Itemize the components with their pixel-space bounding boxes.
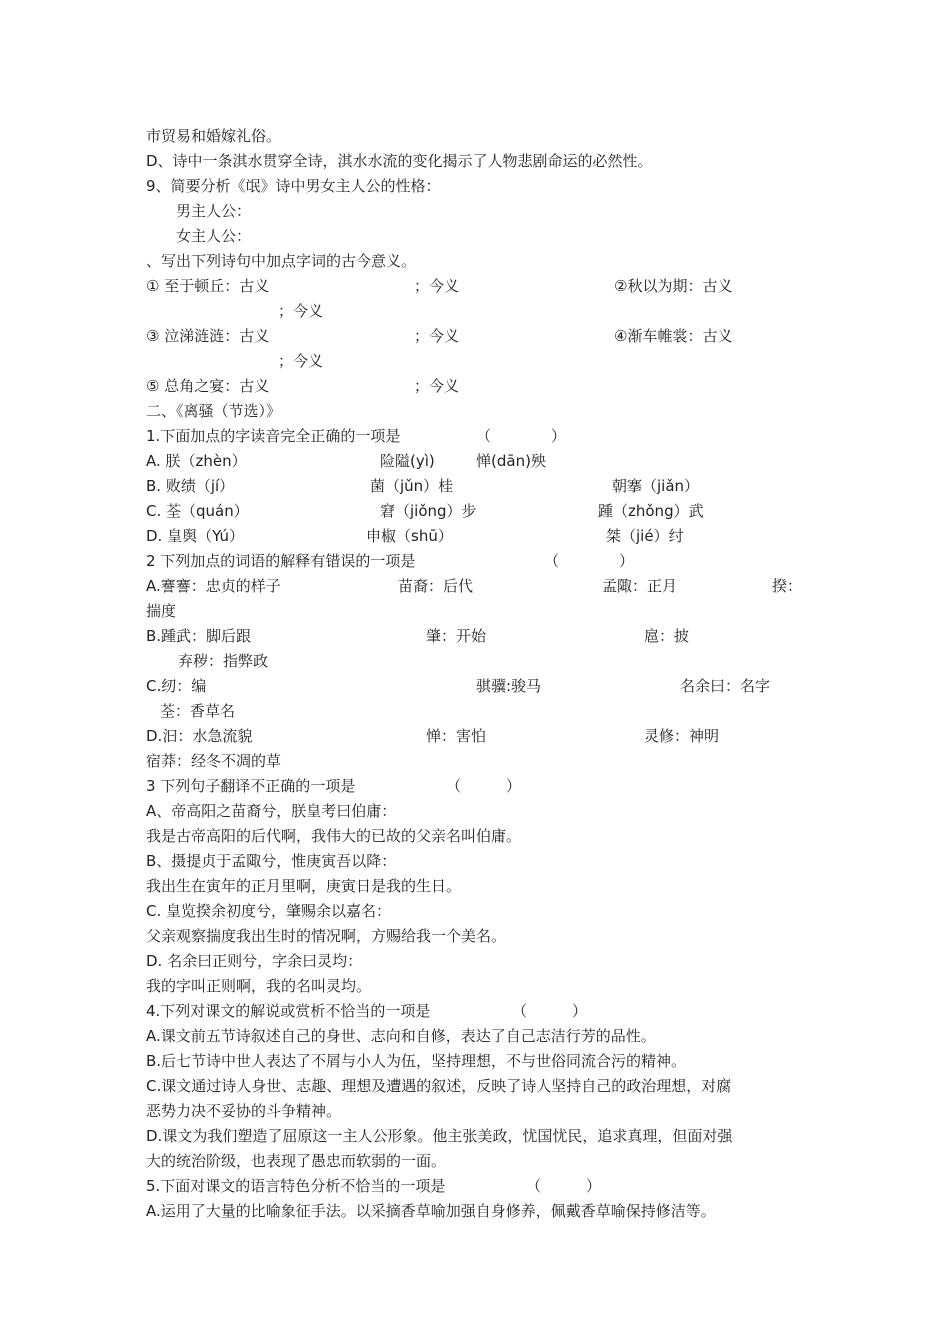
option-d-3: 灵修：神明 [644, 727, 720, 745]
option-d-cont: 宿莽：经冬不凋的草 [146, 752, 282, 770]
option-d: D.课文为我们塑造了屈原这一主人公形象。他主张美政，忧国忧民，追求真理，但面对强 [146, 1127, 733, 1145]
option-b-2: 肇：开始 [426, 627, 487, 645]
option-c: C. 荃（quán） [146, 502, 249, 520]
female-protagonist-label: 女主人公： [176, 227, 252, 245]
text-line: 市贸易和婚嫁礼俗。 [146, 127, 282, 145]
option-b-translation: 我出生在寅年的正月里啊，庚寅日是我的生日。 [146, 877, 462, 895]
option-c-translation: 父亲观察揣度我出生时的情况啊，方赐给我一个美名。 [146, 927, 507, 945]
option-b: B、摄提贞于孟陬兮，惟庚寅吾以降： [146, 852, 397, 870]
option-a-3: 孟陬：正月 [602, 577, 678, 595]
question-1: 1.下面加点的字读音完全正确的一项是 [146, 427, 401, 445]
option-b-3: 朝搴（jiǎn） [612, 477, 700, 495]
option-a: A.课文前五节诗叙述自己的身世、志向和自修，表达了自己志洁行芳的品性。 [146, 1027, 656, 1045]
item-5-modern: ；今义 [414, 377, 460, 395]
item-2-ancient: ②秋以为期：古义 [614, 277, 733, 295]
option-a: A、帝高阳之苗裔兮，朕皇考曰伯庸： [146, 802, 397, 820]
option-b: B.踵武：脚后跟 [146, 627, 252, 645]
item-1-ancient: ① 至于顿丘：古义 [146, 277, 270, 295]
option-c: C.课文通过诗人身世、志趣、理想及遭遇的叙述，反映了诗人坚持自己的政治理想，对腐 [146, 1077, 732, 1095]
option-d: D. 名余曰正则兮，字余曰灵均： [146, 952, 363, 970]
question-3: 3 下列句子翻译不正确的一项是 [146, 777, 356, 795]
option-c-cont: 恶势力决不妥协的斗争精神。 [146, 1102, 342, 1120]
answer-blank: （ ） [526, 1177, 602, 1195]
option-b: B. 败绩（jí） [146, 477, 235, 495]
option-b: B.后七节诗中世人表达了不屑与小人为伍，坚持理想，不与世俗同流合污的精神。 [146, 1052, 687, 1070]
option-b-3: 扈：披 [644, 627, 690, 645]
option-d: D. 皇舆（Yú） [146, 527, 245, 545]
option-c-cont: 荃：香草名 [160, 702, 236, 720]
option-d-3: 桀（jié）纣 [606, 527, 684, 545]
item-2-modern: ；今义 [278, 302, 324, 320]
option-c-2: 骐骥:骏马 [476, 677, 542, 695]
option-d-line: D、诗中一条淇水贯穿全诗，淇水水流的变化揭示了人物悲剧命运的必然性。 [146, 152, 653, 170]
item-1-modern: ；今义 [414, 277, 460, 295]
option-a-4: 揆： [772, 577, 803, 595]
item-3-ancient: ③ 泣涕涟涟：古义 [146, 327, 270, 345]
option-d-cont: 大的统治阶级，也表现了愚忠而软弱的一面。 [146, 1152, 447, 1170]
male-protagonist-label: 男主人公： [176, 202, 252, 220]
option-a-3: 惮(dān)殃 [476, 452, 546, 470]
option-c: C. 皇览揆余初度兮，肇赐余以嘉名： [146, 902, 392, 920]
option-a: A.运用了大量的比喻象征手法。以采摘香草喻加强自身修养，佩戴香草喻保持修洁等。 [146, 1202, 716, 1220]
option-b-2: 菌（jǔn）桂 [370, 477, 454, 495]
option-a-translation: 我是古帝高阳的后代啊，我伟大的已故的父亲名叫伯庸。 [146, 827, 522, 845]
option-d-2: 申椒（shū） [366, 527, 453, 545]
answer-blank: （ ） [446, 777, 522, 795]
question-4: 4.下列对课文的解说或赏析不恰当的一项是 [146, 1002, 431, 1020]
option-a-2: 险隘(yì) [380, 452, 435, 470]
option-d-2: 惮：害怕 [426, 727, 487, 745]
option-c-2: 窘（jiǒng）步 [380, 502, 477, 520]
item-4-ancient: ④渐车帷裳：古义 [614, 327, 733, 345]
option-b-cont: 弃秽：指弊政 [178, 652, 269, 670]
question-2: 2 下列加点的词语的解释有错误的一项是 [146, 552, 416, 570]
option-c-3: 名余曰：名字 [680, 677, 771, 695]
section-heading: 二、《离骚（节选）》 [146, 402, 282, 420]
option-c-3: 踵（zhǒng）武 [598, 502, 704, 520]
option-d-translation: 我的字叫正则啊，我的名叫灵均。 [146, 977, 372, 995]
option-a: A. 朕（zhèn） [146, 452, 247, 470]
option-a-cont: 揣度 [146, 602, 177, 620]
item-3-modern: ；今义 [414, 327, 460, 345]
question-10: 、写出下列诗句中加点字词的古今意义。 [146, 252, 417, 270]
answer-blank: （ ） [544, 552, 635, 570]
option-c: C.纫：编 [146, 677, 207, 695]
option-d: D.汩：水急流貌 [146, 727, 253, 745]
answer-blank: （ ） [512, 1002, 588, 1020]
question-5: 5.下面对课文的语言特色分析不恰当的一项是 [146, 1177, 446, 1195]
option-a: A.謇謇：忠贞的样子 [146, 577, 281, 595]
answer-blank: （ ） [476, 427, 567, 445]
item-5-ancient: ⑤ 总角之宴：古义 [146, 377, 270, 395]
item-4-modern: ；今义 [278, 352, 324, 370]
question-9: 9、简要分析《氓》诗中男女主人公的性格： [146, 177, 441, 195]
option-a-2: 苗裔：后代 [398, 577, 474, 595]
